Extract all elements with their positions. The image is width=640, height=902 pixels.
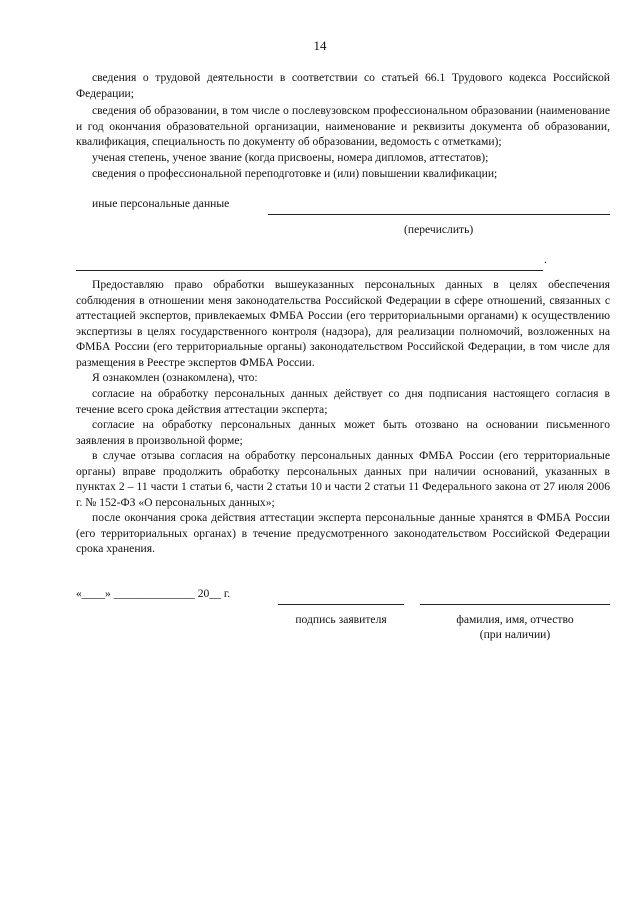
fio-label: фамилия, имя, отчество bbox=[456, 613, 574, 626]
consent-paragraph: Предоставляю право обработки вышеуказанных персональных данных в целях обеспечения соблюдения в отношении меня законодательства Российской Федерации в сфере отношений, связанных с аттестацией экспертов, привлекаемых ФМБА России (его территориальными органами) к осуществлению экспертизы в целях государственного контроля (надзора), для реализации полномочий, возложенных на ФМБА России (его территориальные органы) законодательством Российской Федерации, в том числе для размещения в Реестре экспертов ФМБА России. bbox=[76, 278, 610, 369]
trailing-dot: . bbox=[544, 253, 547, 266]
list-item: ученая степень, ученое звание (когда присвоены, номера дипломов, аттестатов); bbox=[92, 151, 489, 164]
fio-underline bbox=[420, 604, 610, 605]
date-field: «____» ______________ 20__ г. bbox=[76, 587, 231, 600]
list-item: сведения о профессиональной переподготовке и (или) повышении квалификации; bbox=[92, 167, 498, 180]
signature-underline bbox=[278, 604, 404, 605]
consent-paragraph: согласие на обработку персональных данных действует со дня подписания настоящего согласия в течение всего срока действия аттестации эксперта; bbox=[76, 387, 610, 416]
consent-paragraph: согласие на обработку персональных данных может быть отозвано на основании письменного заявления в произвольной форме; bbox=[76, 418, 610, 447]
fio-note: (при наличии) bbox=[479, 628, 551, 641]
other-data-label: иные персональные данные bbox=[92, 197, 230, 210]
other-data-underline bbox=[268, 214, 610, 215]
blank-underline bbox=[76, 270, 543, 271]
consent-paragraph: после окончания срока действия аттестации эксперта персональные данные хранятся в ФМБА России (его территориальных органах) в течение предусмотренного законодательством Российской Федерации срока хранения. bbox=[76, 511, 610, 555]
list-item: сведения о трудовой деятельности в соответствии со статьей 66.1 Трудового кодекса Российской Федерации; bbox=[76, 71, 610, 100]
list-item: сведения об образовании, в том числе о послевузовском профессиональном образовании (наименование и год окончания образовательной организации, наименование и реквизиты документа об образовании, квалификация, специальность по документу об образовании, ведомость с отметками); bbox=[76, 104, 610, 148]
consent-paragraph: Я ознакомлен (ознакомлена), что: bbox=[92, 371, 258, 384]
signature-label: подпись заявителя bbox=[295, 613, 387, 626]
enumerate-hint: (перечислить) bbox=[404, 223, 474, 236]
page-number: 14 bbox=[313, 38, 327, 53]
consent-paragraph: в случае отзыва согласия на обработку персональных данных ФМБА России (его территориальные органы) вправе продолжить обработку персональных данных при наличии оснований, указанных в пунктах 2 – 11 части 1 статьи 6, части 2 статьи 10 и части 2 статьи 11 Федерального закона от 27 июля 2006 г. № 152-ФЗ «О персональных данных»; bbox=[76, 449, 610, 509]
